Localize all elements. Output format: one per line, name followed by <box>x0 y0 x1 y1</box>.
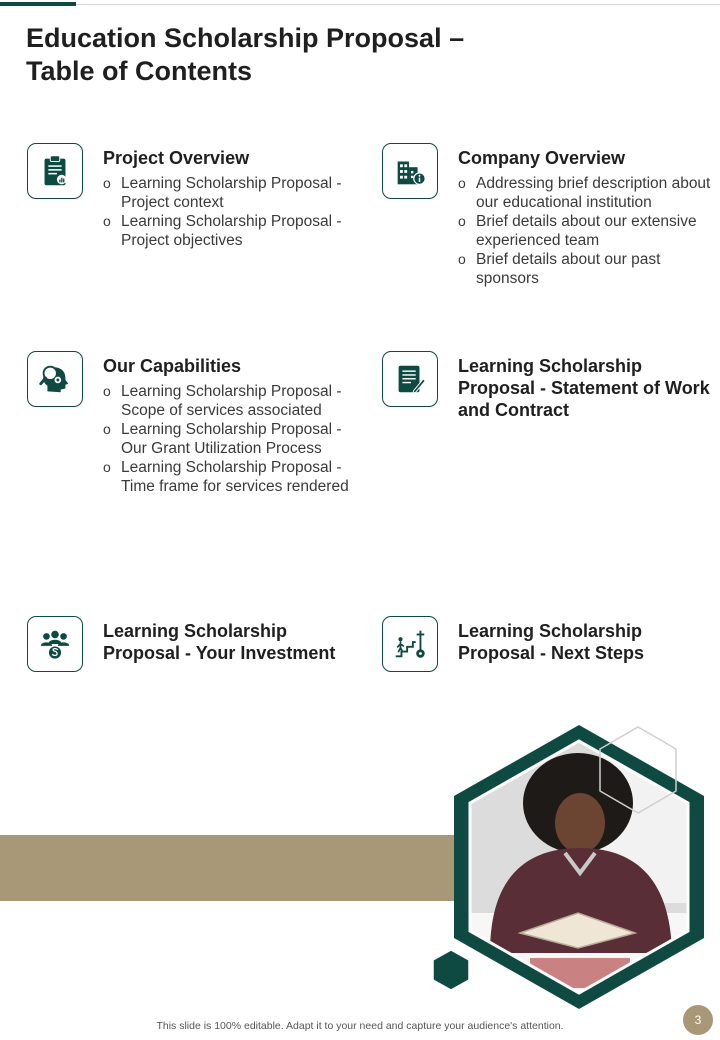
list-item: o Learning Scholarship Proposal - Our Grant Utilization Process <box>103 420 359 458</box>
footer-note: This slide is 100% editable. Adapt it to your need and capture your audience's attention. <box>156 1020 564 1032</box>
section-title: Learning Scholarship Proposal - Next Steps <box>458 621 645 663</box>
section-title: Company Overview <box>458 148 626 168</box>
page-number-badge: 3 <box>683 1005 713 1035</box>
section-title: Our Capabilities <box>103 356 242 376</box>
section-title: Project Overview <box>103 148 250 168</box>
list-item: o Brief details about our extensive experienced team <box>458 212 714 250</box>
list-item: o Brief details about our past sponsors <box>458 250 714 288</box>
decorative-band <box>0 835 472 901</box>
list-item: o Learning Scholarship Proposal - Scope of services associated <box>103 382 359 420</box>
people-coin-icon <box>27 616 83 672</box>
buildings-info-icon <box>382 143 438 199</box>
section-list <box>458 174 714 288</box>
top-accent-bar <box>0 2 76 6</box>
section-list <box>103 174 359 250</box>
top-rule <box>0 4 720 5</box>
small-hexagon <box>430 948 472 992</box>
page-title-line-2: Table of Contents <box>26 56 252 86</box>
list-item: o Learning Scholarship Proposal - Project context <box>103 174 359 212</box>
section-title: Learning Scholarship Proposal - Statement of Work and Contract <box>458 356 710 420</box>
clipboard-chart-icon <box>27 143 83 199</box>
list-item: o Learning Scholarship Proposal - Project objectives <box>103 212 359 250</box>
page-title-line-1: Education Scholarship Proposal – <box>26 23 465 53</box>
page-title <box>26 22 464 88</box>
head-magnifier-icon <box>27 351 83 407</box>
document-pen-icon <box>382 351 438 407</box>
stairs-key-icon <box>382 616 438 672</box>
section-list <box>103 382 359 496</box>
section-title: Learning Scholarship Proposal - Your Investment <box>103 621 336 663</box>
list-item: o Learning Scholarship Proposal - Time frame for services rendered <box>103 458 359 496</box>
hexagon-photo <box>450 723 708 1011</box>
list-item: o Addressing brief description about our educational institution <box>458 174 714 212</box>
